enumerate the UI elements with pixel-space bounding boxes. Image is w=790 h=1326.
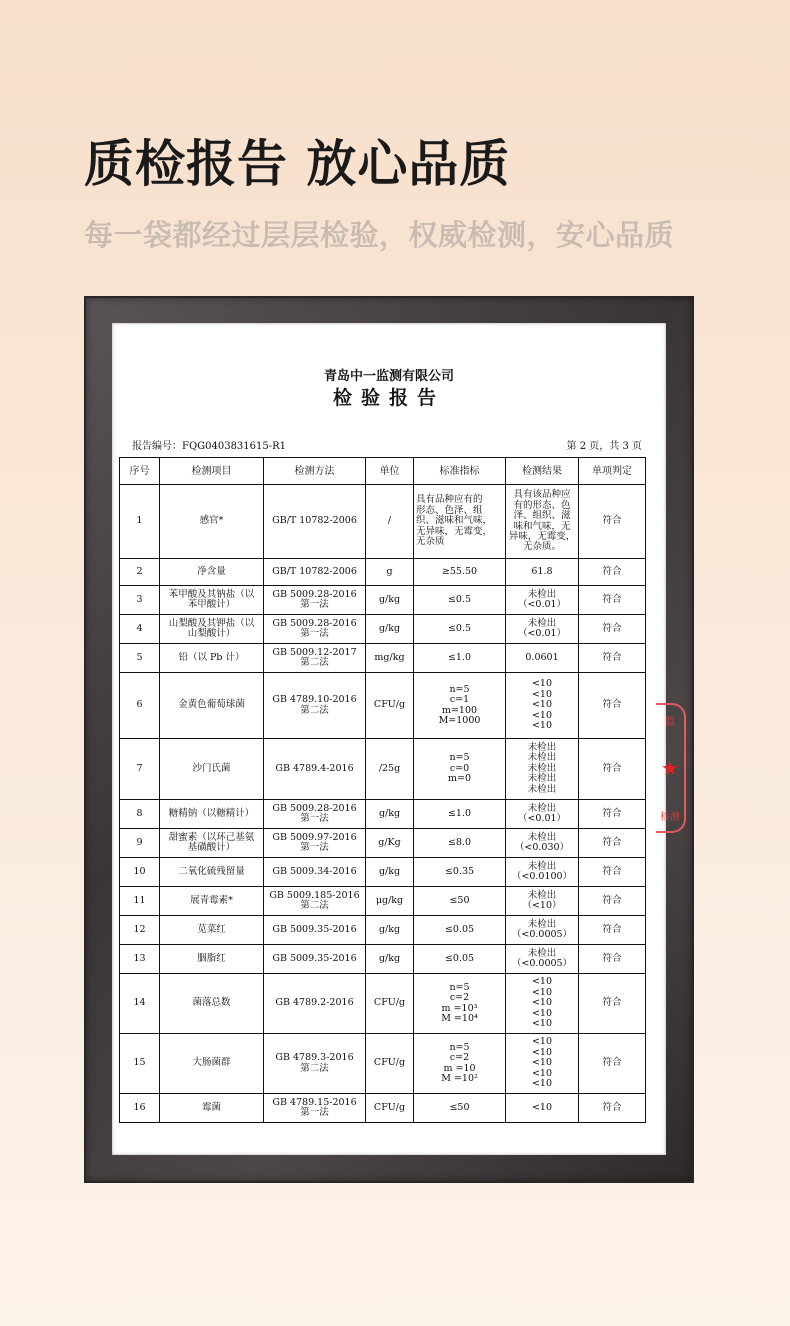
report-frame: [84, 296, 694, 1183]
cell-unit: [366, 974, 414, 1034]
cell-unit-text: g/kg: [378, 807, 401, 819]
cell-no-text: 5: [136, 651, 143, 663]
cell-method: [264, 974, 366, 1034]
cell-standard-text: ≤0.05: [444, 952, 475, 964]
table-row: [120, 800, 646, 829]
cell-no-text: 3: [136, 593, 143, 605]
cell-standard-text: n=5 c=1 m=100 M=1000: [438, 683, 481, 726]
cell-method-text: GB 5009.28-2016 第一法: [272, 617, 357, 639]
cell-unit: [366, 644, 414, 673]
cell-method-text: GB 5009.35-2016: [272, 952, 357, 964]
cell-unit-text: /25g: [378, 762, 401, 774]
cell-unit-text: g/kg: [378, 622, 401, 634]
cell-method: [264, 945, 366, 974]
table-row: [120, 485, 646, 559]
cell-item-text: 糖精钠（以糖精计）: [168, 807, 255, 819]
cell-no: [120, 739, 160, 800]
cell-standard: [414, 559, 506, 586]
page-number: 第 2 页，共 3 页: [566, 441, 642, 452]
cell-unit: [366, 945, 414, 974]
cell-standard-text: n=5 c=0 m=0: [447, 752, 471, 785]
cell-item: [160, 1094, 264, 1123]
cell-standard: [414, 615, 506, 644]
cell-item: [160, 485, 264, 559]
report-paper: [112, 323, 680, 1155]
cell-no-text: 2: [136, 565, 143, 577]
cell-verdict: [579, 829, 646, 858]
cell-no: [120, 829, 160, 858]
cell-verdict: [579, 739, 646, 800]
table-row: [120, 644, 646, 673]
cell-no: [120, 887, 160, 916]
cell-unit-text: g/kg: [378, 952, 401, 964]
cell-method-text: GB 5009.12-2017 第二法: [272, 646, 357, 668]
cell-item: [160, 673, 264, 739]
cell-item-text: 甜蜜素（以环己基氨 基磺酸计）: [168, 831, 255, 853]
cell-item-text: 山梨酸及其钾盐（以 山梨酸计）: [168, 617, 255, 639]
cell-method-text: GB 5009.35-2016: [272, 923, 357, 935]
cell-verdict: [579, 858, 646, 887]
cell-no-text: 16: [133, 1101, 146, 1113]
table-row: [120, 739, 646, 800]
cell-standard: [414, 800, 506, 829]
cell-unit-text: μg/kg: [375, 894, 404, 906]
cell-unit: [366, 673, 414, 739]
cell-verdict-text: 符合: [602, 651, 622, 663]
cell-item: [160, 800, 264, 829]
cell-no-text: 4: [136, 622, 143, 634]
cell-standard-text: ≤1.0: [447, 651, 472, 663]
cell-verdict: [579, 800, 646, 829]
cell-verdict: [579, 673, 646, 739]
cell-verdict: [579, 916, 646, 945]
cell-verdict-text: 符合: [602, 699, 622, 711]
cell-result: [506, 1034, 579, 1094]
cell-item-text: 苋菜红: [197, 923, 226, 935]
cell-method-text: GB/T 10782-2006: [272, 565, 357, 577]
cell-unit-text: /: [387, 515, 392, 527]
cell-unit: [366, 916, 414, 945]
cell-method-text: GB/T 10782-2006: [272, 515, 357, 527]
cell-no-text: 9: [136, 836, 143, 848]
cell-item-text: 沙门氏菌: [192, 762, 231, 774]
cell-verdict: [579, 559, 646, 586]
cell-verdict-text: 符合: [602, 952, 622, 964]
cell-no: [120, 1034, 160, 1094]
table-row: [120, 673, 646, 739]
cell-item: [160, 916, 264, 945]
cell-standard: [414, 887, 506, 916]
cell-verdict-text: 符合: [602, 593, 622, 605]
cell-result-text: 0.0601: [525, 651, 559, 663]
stamp-text-top: 监: [665, 717, 675, 728]
cell-result-text: 未检出 （<0.0005）: [511, 918, 573, 940]
cell-unit: [366, 615, 414, 644]
cell-result: [506, 586, 579, 615]
cell-no-text: 7: [136, 762, 143, 774]
cell-method: [264, 644, 366, 673]
cell-unit: [366, 1034, 414, 1094]
cell-standard-text: ≤1.0: [447, 807, 472, 819]
cell-result: [506, 485, 579, 559]
cell-result-text: <10 <10 <10 <10 <10: [531, 1036, 553, 1090]
cell-verdict-text: 符合: [602, 1057, 622, 1069]
cell-method: [264, 485, 366, 559]
cell-method: [264, 887, 366, 916]
cell-standard: [414, 858, 506, 887]
cell-standard: [414, 974, 506, 1034]
cell-result-text: <10 <10 <10 <10 <10: [531, 678, 553, 732]
cell-unit: [366, 739, 414, 800]
cell-unit-text: g/Kg: [378, 836, 401, 848]
cell-method-text: GB 4789.10-2016 第二法: [272, 694, 357, 716]
cell-result: [506, 800, 579, 829]
cell-unit-text: CFU/g: [373, 1057, 406, 1069]
cell-standard-text: 具有品种应有的 形态、色泽、组 织、滋味和气味， 无异味，无霉变， 无杂质: [416, 494, 493, 548]
cell-unit: [366, 485, 414, 559]
cell-item: [160, 858, 264, 887]
cell-standard: [414, 485, 506, 559]
cell-result-text: 未检出 （<0.01）: [517, 802, 567, 824]
cell-result-text: <10 <10 <10 <10 <10: [531, 976, 553, 1030]
cell-verdict-text: 符合: [602, 622, 622, 634]
cell-no-text: 15: [133, 1057, 146, 1069]
table-row: [120, 559, 646, 586]
cell-unit-text: g/kg: [378, 593, 401, 605]
cell-unit: [366, 829, 414, 858]
cell-verdict-text: 符合: [602, 894, 622, 906]
stamp-text-bottom: 检测: [660, 812, 680, 823]
cell-method: [264, 615, 366, 644]
cell-unit: [366, 586, 414, 615]
company-name: 青岛中一监测有限公司: [323, 369, 454, 384]
cell-no: [120, 1094, 160, 1123]
cell-method: [264, 800, 366, 829]
cell-item: [160, 945, 264, 974]
report-title: 检验报告: [332, 387, 445, 409]
cell-method: [264, 1034, 366, 1094]
cell-no: [120, 974, 160, 1034]
cell-result: [506, 945, 579, 974]
cell-verdict-text: 符合: [602, 865, 622, 877]
cell-verdict-text: 符合: [602, 762, 622, 774]
cell-method-text: GB 5009.28-2016 第一法: [272, 802, 357, 824]
header-no: 序号: [120, 458, 160, 485]
cell-no: [120, 485, 160, 559]
cell-standard-text: ≤50: [449, 894, 470, 906]
cell-unit-text: CFU/g: [373, 699, 406, 711]
cell-standard: [414, 829, 506, 858]
cell-no: [120, 559, 160, 586]
cell-result-text: 未检出 （<0.030）: [514, 831, 570, 853]
cell-standard: [414, 1034, 506, 1094]
cell-result-text: 具有该品种应 有的形态、色 泽、组织、滋 味和气味，无 异味，无霉变， 无杂质。: [508, 489, 576, 553]
cell-standard-text: ≤0.5: [447, 593, 472, 605]
cell-no: [120, 644, 160, 673]
cell-standard-text: n=5 c=2 m =10³ M =10⁴: [441, 981, 478, 1024]
cell-no-text: 13: [133, 952, 146, 964]
cell-method-text: GB 4789.2-2016: [275, 997, 354, 1009]
cell-method-text: GB 4789.3-2016 第二法: [275, 1052, 354, 1074]
report-number: 报告编号：FQG0403831615-R1: [132, 441, 287, 452]
inspection-table: [119, 457, 646, 1123]
header-unit: 单位: [366, 458, 414, 485]
cell-item-text: 霉菌: [201, 1101, 221, 1113]
cell-result: [506, 615, 579, 644]
cell-no-text: 6: [136, 699, 143, 711]
cell-result-text: 未检出 （<10）: [522, 889, 562, 911]
cell-no: [120, 673, 160, 739]
cell-item-text: 感官*: [199, 515, 224, 527]
cell-verdict: [579, 485, 646, 559]
cell-verdict: [579, 945, 646, 974]
cell-standard-text: ≤0.35: [444, 865, 475, 877]
stamp-star-icon: ★: [661, 756, 679, 780]
cell-method: [264, 559, 366, 586]
cell-method: [264, 916, 366, 945]
cell-result: [506, 1094, 579, 1123]
cell-standard: [414, 644, 506, 673]
cell-item: [160, 615, 264, 644]
cell-result: [506, 673, 579, 739]
table-row: [120, 1034, 646, 1094]
header-standard: 标准指标: [414, 458, 506, 485]
cell-result: [506, 829, 579, 858]
cell-unit: [366, 1094, 414, 1123]
cell-verdict: [579, 1034, 646, 1094]
cell-standard-text: ≤0.05: [444, 923, 475, 935]
cell-result: [506, 916, 579, 945]
cell-item: [160, 974, 264, 1034]
cell-unit: [366, 887, 414, 916]
table-header-row: [120, 458, 646, 485]
cell-result-text: 61.8: [531, 565, 553, 577]
cell-standard-text: ≤8.0: [447, 836, 472, 848]
cell-method-text: GB 4789.15-2016 第一法: [272, 1096, 357, 1118]
cell-result-text: 未检出 未检出 未检出 未检出 未检出: [527, 741, 557, 795]
cell-no: [120, 945, 160, 974]
cell-item-text: 胭脂红: [197, 952, 226, 964]
cell-result-text: <10: [531, 1101, 553, 1113]
cell-method: [264, 673, 366, 739]
cell-verdict-text: 符合: [602, 923, 622, 935]
cell-item-text: 金黄色葡萄球菌: [178, 699, 245, 711]
cell-no-text: 8: [136, 807, 143, 819]
cell-verdict: [579, 615, 646, 644]
cell-item: [160, 739, 264, 800]
page-subline: 每一袋都经过层层检验，权威检测，安心品质: [84, 218, 675, 252]
cell-no-text: 11: [133, 894, 146, 906]
cell-unit: [366, 559, 414, 586]
cell-unit-text: CFU/g: [373, 997, 406, 1009]
cell-standard-text: ≥55.50: [441, 565, 478, 577]
cell-unit-text: mg/kg: [374, 651, 405, 663]
cell-no: [120, 916, 160, 945]
cell-verdict-text: 符合: [602, 1101, 622, 1113]
cell-item-text: 二氧化硫残留量: [178, 865, 245, 877]
cell-no: [120, 800, 160, 829]
cell-item: [160, 559, 264, 586]
cell-verdict: [579, 586, 646, 615]
cell-no-text: 12: [133, 923, 146, 935]
table-row: [120, 887, 646, 916]
cell-item-text: 展青霉素*: [190, 894, 233, 906]
cell-result: [506, 858, 579, 887]
cell-standard: [414, 739, 506, 800]
table-row: [120, 945, 646, 974]
cell-standard-text: ≤0.5: [447, 622, 472, 634]
cell-no: [120, 615, 160, 644]
cell-verdict-text: 符合: [602, 836, 622, 848]
cell-verdict-text: 符合: [602, 807, 622, 819]
cell-item-text: 净含量: [197, 565, 226, 577]
cell-item: [160, 644, 264, 673]
cell-result: [506, 559, 579, 586]
cell-result-text: 未检出 （<0.0100）: [511, 860, 573, 882]
cell-standard: [414, 916, 506, 945]
header-item: 检测项目: [160, 458, 264, 485]
cell-item: [160, 1034, 264, 1094]
table-body: [120, 485, 646, 1123]
cell-method-text: GB 5009.34-2016: [272, 865, 357, 877]
cell-no: [120, 586, 160, 615]
cell-item-text: 苯甲酸及其钠盐（以 苯甲酸计）: [168, 588, 255, 610]
cell-item-text: 铅（以 Pb 计）: [178, 651, 245, 663]
cell-verdict-text: 符合: [602, 515, 622, 527]
cell-standard: [414, 673, 506, 739]
cell-standard: [414, 945, 506, 974]
cell-standard: [414, 1094, 506, 1123]
cell-item-text: 大肠菌群: [192, 1057, 231, 1069]
cell-verdict: [579, 644, 646, 673]
cell-result-text: 未检出 （<0.01）: [517, 617, 567, 639]
table-row: [120, 829, 646, 858]
cell-item: [160, 887, 264, 916]
cell-no: [120, 858, 160, 887]
cell-standard-text: n=5 c=2 m =10 M =10²: [441, 1041, 478, 1084]
inspection-stamp: [656, 703, 686, 833]
cell-method: [264, 586, 366, 615]
cell-unit-text: g: [386, 565, 393, 577]
cell-item: [160, 586, 264, 615]
cell-standard-text: ≤50: [449, 1101, 470, 1113]
cell-unit: [366, 800, 414, 829]
cell-verdict: [579, 974, 646, 1034]
cell-result: [506, 739, 579, 800]
cell-unit-text: g/kg: [378, 865, 401, 877]
cell-no-text: 14: [133, 997, 146, 1009]
cell-item: [160, 829, 264, 858]
table-row: [120, 916, 646, 945]
table-row: [120, 615, 646, 644]
cell-verdict-text: 符合: [602, 565, 622, 577]
cell-no-text: 10: [133, 865, 146, 877]
table-row: [120, 586, 646, 615]
table-row: [120, 1094, 646, 1123]
cell-result: [506, 887, 579, 916]
cell-no-text: 1: [136, 515, 143, 527]
cell-method: [264, 858, 366, 887]
header-method: 检测方法: [264, 458, 366, 485]
cell-item-text: 菌落总数: [192, 997, 231, 1009]
cell-method-text: GB 4789.4-2016: [275, 762, 354, 774]
cell-method: [264, 829, 366, 858]
header-result: 检测结果: [506, 458, 579, 485]
cell-verdict: [579, 1094, 646, 1123]
cell-unit-text: CFU/g: [373, 1101, 406, 1113]
table-row: [120, 974, 646, 1034]
table-row: [120, 858, 646, 887]
cell-result-text: 未检出 （<0.01）: [517, 588, 567, 610]
cell-result-text: 未检出 （<0.0005）: [511, 947, 573, 969]
page-headline: 质检报告 放心品质: [84, 135, 511, 193]
cell-method-text: GB 5009.28-2016 第一法: [272, 588, 357, 610]
cell-method-text: GB 5009.97-2016 第一法: [272, 831, 357, 853]
cell-unit: [366, 858, 414, 887]
cell-result: [506, 974, 579, 1034]
header-verdict: 单项判定: [579, 458, 646, 485]
cell-result: [506, 644, 579, 673]
cell-method-text: GB 5009.185-2016 第二法: [269, 889, 360, 911]
cell-verdict: [579, 887, 646, 916]
cell-standard: [414, 586, 506, 615]
cell-unit-text: g/kg: [378, 923, 401, 935]
cell-method: [264, 1094, 366, 1123]
cell-method: [264, 739, 366, 800]
cell-verdict-text: 符合: [602, 997, 622, 1009]
